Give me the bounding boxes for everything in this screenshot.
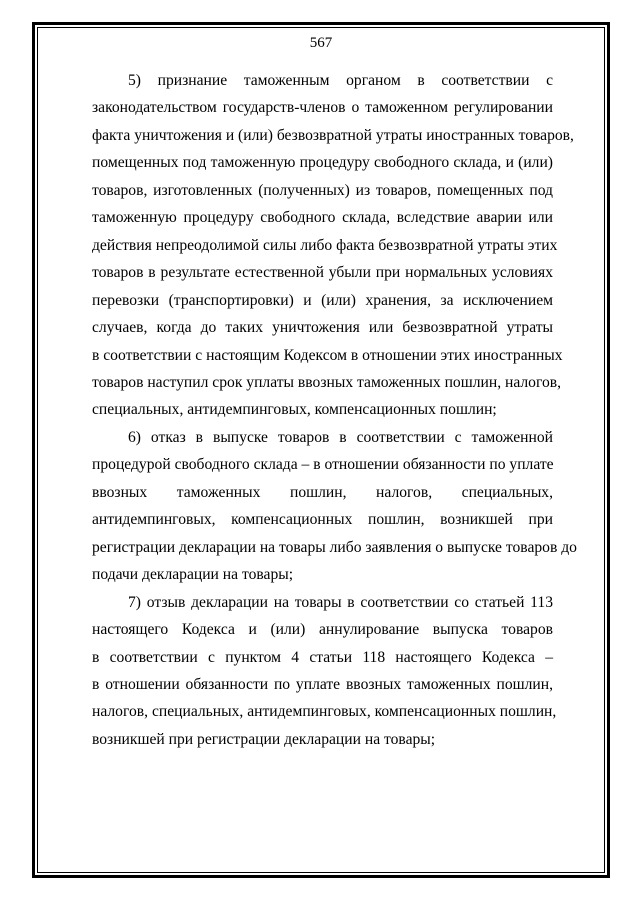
text-line: случаев, когда до таких уничтожения или безвозвратной утраты: [92, 319, 553, 337]
text-line: налогов, специальных, антидемпинговых, компенсационных пошлин,: [92, 703, 557, 721]
text-line: перевозки (транспортировки) и (или) хранения, за исключением: [92, 291, 553, 309]
text-line: товаров, изготовленных (полученных) из товаров, помещенных под: [92, 181, 553, 199]
paragraph-item-6: [92, 424, 577, 589]
text-line: помещенных под таможенную процедуру свободного склада, и (или): [92, 154, 553, 172]
text-line: регистрации декларации на товары либо заявления о выпуске товаров до: [92, 538, 577, 556]
text-line: ввозных таможенных пошлин, налогов, специальных,: [92, 483, 553, 501]
page-number: 567: [309, 35, 333, 51]
paragraph-item-7: [92, 589, 557, 754]
text-line: в отношении обязанности по уплате ввозных таможенных пошлин,: [92, 675, 553, 693]
text-line: в соответствии с пунктом 4 статьи 118 настоящего Кодекса –: [92, 648, 553, 666]
text-line: 5) признание таможенным органом в соответствии с: [128, 72, 553, 89]
text-line: товаров в результате естественной убыли при нормальных условиях: [92, 264, 553, 282]
text-line: подачи декларации на товары;: [92, 566, 294, 584]
text-line: действия непреодолимой силы либо факта безвозвратной утраты этих: [92, 236, 558, 254]
text-line: настоящего Кодекса и (или) аннулирование выпуска товаров: [92, 621, 553, 639]
text-line: 7) отзыв декларации на товары в соответствии со статьей 113: [128, 593, 553, 611]
text-line: законодательством государств-членов о таможенном регулировании: [92, 99, 553, 117]
text-line: 6) отказ в выпуске товаров в соответствии с таможенной: [128, 428, 553, 446]
text-line: в соответствии с настоящим Кодексом в отношении этих иностранных: [92, 346, 563, 364]
text-line: факта уничтожения и (или) безвозвратной утраты иностранных товаров,: [92, 126, 574, 144]
paragraph-item-5: [92, 67, 574, 424]
text-line: процедурой свободного склада – в отношении обязанности по уплате: [92, 456, 554, 474]
text-line: возникшей при регистрации декларации на товары;: [92, 730, 436, 748]
page-frame: [32, 22, 610, 878]
text-line: товаров наступил срок уплаты ввозных таможенных пошлин, налогов,: [92, 373, 562, 391]
text-line: антидемпинговых, компенсационных пошлин, возникшей при: [92, 511, 553, 529]
text-line: специальных, антидемпинговых, компенсационных пошлин;: [92, 401, 497, 419]
text-line: таможенную процедуру свободного склада, вследствие аварии или: [92, 209, 553, 227]
document-body: [92, 67, 577, 753]
